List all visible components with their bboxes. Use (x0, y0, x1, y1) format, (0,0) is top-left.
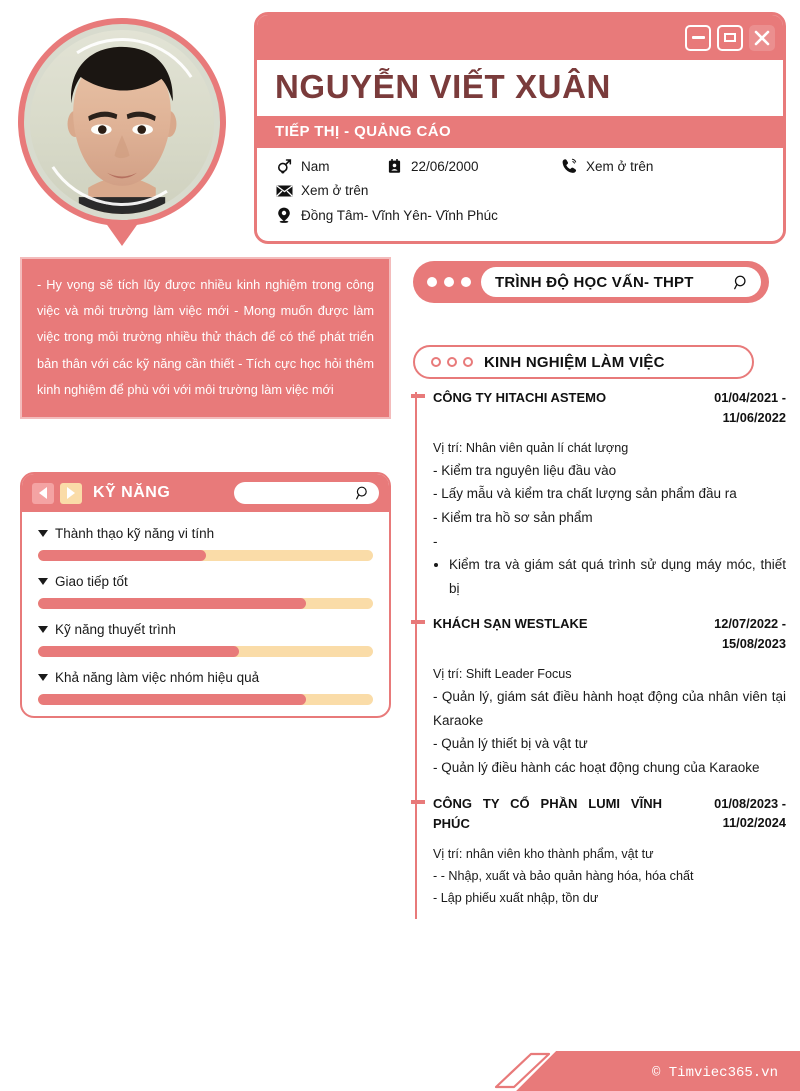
chevron-left-icon (39, 487, 47, 499)
timeline-marker (411, 800, 425, 804)
skill-label-row (38, 622, 373, 637)
experience-line: - Lấy mẫu và kiểm tra chất lượng sản phẩm đầu ra (433, 486, 737, 502)
experience-line: - Quản lý, giám sát điều hành hoạt động của nhân viên tại Karaoke (433, 689, 786, 728)
contact-gender (275, 158, 385, 174)
skills-search-input[interactable] (234, 482, 379, 504)
footer (0, 1043, 800, 1091)
experience-line: - (433, 533, 438, 549)
skill-name: Thành thạo kỹ năng vi tính (55, 526, 215, 541)
circle-outline-icon (431, 357, 441, 367)
experience-item (413, 794, 786, 909)
skill-bar-track (38, 694, 373, 705)
maximize-icon (724, 33, 736, 42)
contact-line-3 (275, 207, 765, 223)
experience-line: - - Nhập, xuất và bảo quản hàng hóa, hóa chất (433, 868, 694, 883)
avatar (18, 18, 226, 226)
skill-item (38, 670, 373, 705)
experience-item-header (433, 614, 786, 654)
caret-down-icon (38, 674, 48, 681)
window-titlebar (257, 15, 783, 60)
skill-name: Giao tiếp tốt (55, 574, 128, 589)
phone-value: Xem ở trên (586, 158, 654, 174)
objective-box (20, 257, 391, 419)
caret-down-icon (38, 626, 48, 633)
skills-header (22, 474, 389, 512)
caret-down-icon (38, 578, 48, 585)
job-title-row (257, 116, 783, 148)
contact-line-2 (275, 183, 765, 198)
footer-credit: © Timviec365.vn (651, 1065, 778, 1081)
avatar-photo (30, 30, 214, 214)
skill-label-row (38, 670, 373, 685)
skill-item (38, 622, 373, 657)
maximize-button[interactable] (717, 25, 743, 51)
experience-item-header (433, 794, 786, 834)
experience-dates: 01/04/2021 - 11/06/2022 (714, 390, 786, 425)
contact-address (275, 207, 498, 223)
experience-bullet: Kiểm tra và giám sát quá trình sử dụng máy móc, thiết bị (449, 557, 786, 596)
experience-position: Vị trí: nhân viên kho thành phẩm, vật tư (433, 846, 654, 861)
skills-forward-button[interactable] (60, 483, 82, 504)
contact-dob (385, 159, 560, 174)
experience-item (413, 388, 786, 600)
education-section (413, 261, 769, 303)
experience-line: - Quản lý thiết bị và vật tư (433, 736, 588, 752)
skill-item (38, 574, 373, 609)
experience-position: Vị trí: Nhân viên quản lí chát lượng (433, 440, 629, 455)
experience-line: - Kiểm tra hồ sơ sản phẩm (433, 509, 593, 525)
gender-value: Nam (301, 158, 330, 174)
header-card (254, 12, 786, 244)
experience-dots (431, 357, 473, 367)
skill-bar-fill (38, 646, 239, 657)
dot-icon (444, 277, 454, 287)
gender-icon (275, 158, 293, 174)
contact-email (275, 183, 368, 198)
skills-list (22, 512, 389, 705)
experience-section-header (413, 345, 754, 379)
avatar-ring (18, 18, 226, 226)
address-value: Đồng Tâm- Vĩnh Yên- Vĩnh Phúc (301, 207, 498, 223)
skill-name: Khả năng làm việc nhóm hiệu quả (55, 670, 260, 685)
skill-label-row (38, 574, 373, 589)
phone-icon (560, 158, 578, 174)
skill-bar-track (38, 598, 373, 609)
skills-panel (20, 472, 391, 718)
objective-text: - Hy vọng sẽ tích lũy được nhiều kinh nghiệm trong công việc và môi trường làm việc mới - Mong muốn được làm việc trong môi trường nhiều thử thách để có thể phát triển bản thân với các kỹ năng cần thiết - Tích cực học hỏi thêm kinh nghiệm để phù với với môi trường làm việc mới (37, 277, 374, 397)
close-icon (752, 28, 772, 48)
skill-bar-fill (38, 598, 306, 609)
experience-line: - Kiểm tra nguyên liệu đầu vào (433, 462, 617, 478)
education-field[interactable] (481, 267, 761, 297)
skill-name: Kỹ năng thuyết trình (55, 622, 176, 637)
experience-company: KHÁCH SẠN WESTLAKE (433, 616, 588, 632)
experience-details (433, 663, 786, 780)
search-icon (734, 275, 749, 290)
minimize-button[interactable] (685, 25, 711, 51)
skill-bar-track (38, 550, 373, 561)
location-pin-icon (275, 207, 293, 223)
chevron-right-icon (67, 487, 75, 499)
skill-item (38, 526, 373, 561)
experience-details (433, 843, 786, 909)
experience-item-header (433, 388, 786, 428)
circle-outline-icon (447, 357, 457, 367)
timeline-marker (411, 394, 425, 398)
dob-value: 22/06/2000 (411, 158, 479, 174)
experience-line: - Quản lý điều hành các hoạt động chung của Karaoke (433, 760, 760, 775)
calendar-icon (385, 159, 403, 174)
contact-area (257, 148, 783, 240)
experience-title: KINH NGHIỆM LÀM VIỆC (484, 353, 665, 371)
skills-title: KỸ NĂNG (93, 484, 171, 501)
experience-item (413, 614, 786, 779)
experience-position: Vị trí: Shift Leader Focus (433, 667, 572, 682)
email-icon (275, 185, 293, 197)
skill-bar-fill (38, 550, 206, 561)
experience-line: - Lập phiếu xuất nhập, tồn dư (433, 890, 599, 905)
education-dots (427, 277, 471, 287)
education-title: TRÌNH ĐỘ HỌC VẤN- THPT (495, 273, 694, 291)
dot-icon (427, 277, 437, 287)
name-row (257, 60, 783, 116)
contact-phone (560, 158, 653, 174)
experience-dates: 12/07/2022 - 15/08/2023 (714, 616, 786, 652)
caret-down-icon (38, 530, 48, 537)
avatar-pointer (105, 222, 139, 246)
experience-company: CÔNG TY HITACHI ASTEMO (433, 390, 607, 405)
experience-details (433, 437, 786, 601)
skills-back-button[interactable] (32, 483, 54, 504)
job-title: TIẾP THỊ - QUẢNG CÁO (275, 123, 452, 140)
dot-icon (461, 277, 471, 287)
candidate-name: NGUYỄN VIẾT XUÂN (275, 68, 611, 105)
circle-outline-icon (463, 357, 473, 367)
close-button[interactable] (749, 25, 775, 51)
experience-dates: 01/08/2023 - 11/02/2024 (714, 795, 786, 831)
minimize-icon (692, 36, 705, 39)
search-icon (356, 486, 370, 500)
timeline-marker (411, 620, 425, 624)
experience-company: CÔNG TY CỔ PHẦN LUMI VĨNH PHÚC (433, 795, 662, 831)
experience-timeline (413, 388, 786, 919)
email-value: Xem ở trên (301, 183, 369, 198)
skill-bar-track (38, 646, 373, 657)
skill-bar-fill (38, 694, 306, 705)
contact-line-1 (275, 158, 765, 174)
skill-label-row (38, 526, 373, 541)
